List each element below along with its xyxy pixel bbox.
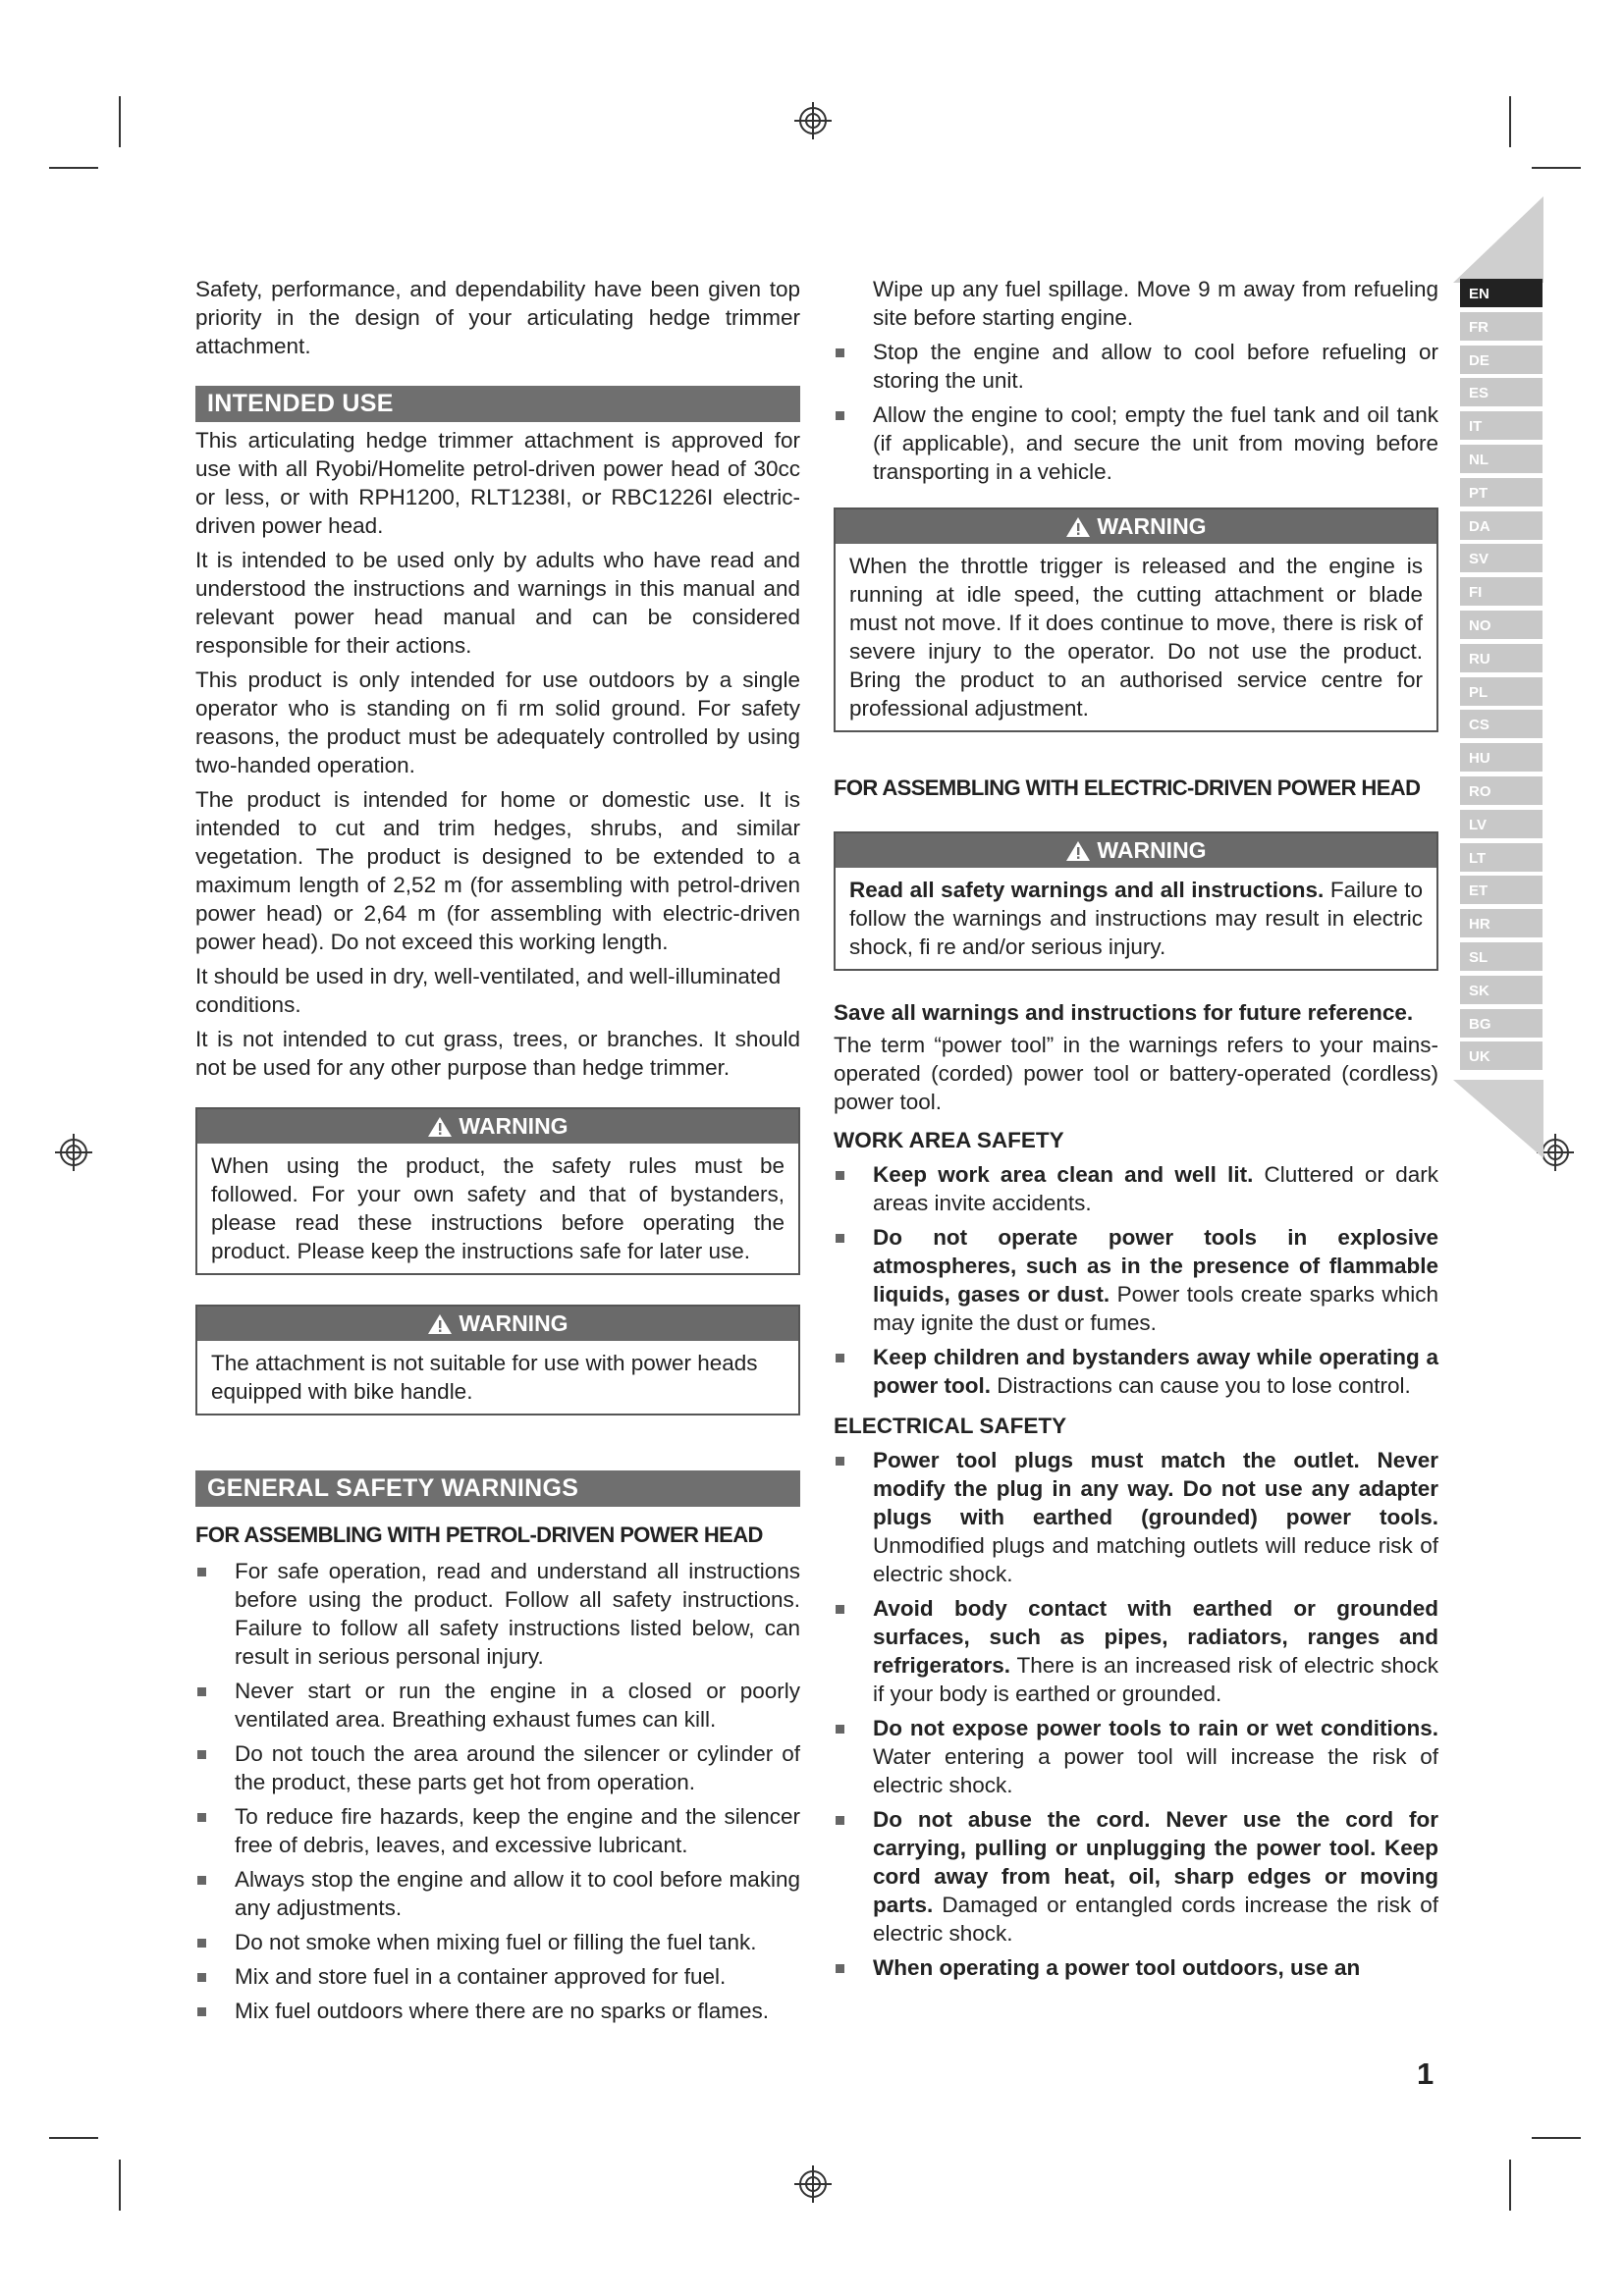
item-bold: Avoid body contact with earthed or grounded surfaces, such as pipes, radiators, ranges and refrigerators. [873,1596,1438,1678]
intended-use-heading: INTENDED USE [195,386,800,422]
list-item: Allow the engine to cool; empty the fuel tank and oil tank (if applicable), and secure the unit from moving before transporting in a vehicle. [834,400,1438,486]
crop-mark [49,2137,98,2139]
item-text: Distractions can cause you to lose control. [991,1373,1411,1398]
language-tab-cs[interactable]: CS [1460,710,1543,740]
crop-mark [119,96,121,147]
language-tab-de[interactable]: DE [1460,346,1543,376]
language-tab-it[interactable]: IT [1460,411,1543,442]
warning-header [836,833,1436,868]
list-item: Do not touch the area around the silencer or cylinder of the product, these parts get hot from operation. [195,1739,800,1796]
intended-use-paragraph: It is intended to be used only by adults who have read and understood the instructions and warnings in this manual and relevant power head manual and can be considered responsible for their actions. [195,548,800,658]
page-number: 1 [1417,2056,1435,2091]
item-text: Water entering a power tool will increase the risk of electric shock. [873,1744,1438,1797]
list-item: Stop the engine and allow to cool before refueling or storing the unit. [834,338,1438,395]
language-tab-fi[interactable]: FI [1460,577,1543,608]
item-text: Unmodified plugs and matching outlets will reduce risk of electric shock. [873,1533,1438,1586]
petrol-subheading: FOR ASSEMBLING WITH PETROL-DRIVEN POWER HEAD [195,1522,763,1547]
list-item [834,1953,1438,1982]
intro-paragraph: Safety, performance, and dependability have been given top priority in the design of your articulating hedge trimmer attachment. [195,277,800,358]
list-item: Mix fuel outdoors where there are no sparks or flames. [195,1997,800,2025]
work-area-heading: WORK AREA SAFETY [834,1128,1064,1152]
crop-mark [1532,2137,1581,2139]
warning-triangle-icon [1065,516,1091,538]
language-tab-fr[interactable]: FR [1460,312,1543,343]
warning-title: WARNING [459,1310,568,1336]
language-tab-pt[interactable]: PT [1460,478,1543,508]
general-safety-heading: GENERAL SAFETY WARNINGS [195,1470,800,1507]
continued-paragraph: Wipe up any fuel spillage. Move 9 m away from refueling site before starting engine. [873,277,1438,330]
item-text: Cluttered or dark areas invite accidents. [873,1162,1438,1215]
list-item: Mix and store fuel in a container approved for fuel. [195,1962,800,1991]
petrol-safety-list [195,1557,800,2025]
language-tab-en[interactable]: EN [1460,279,1543,309]
intended-use-paragraph: This product is only intended for use outdoors by a single operator who is standing on fi rm solid ground. For safety reasons, the product must be adequately controlled by using two-handed operation. [195,667,800,777]
item-bold: Do not operate power tools in explosive atmospheres, such as in the presence of flammable liquids, gases or dust. [873,1225,1438,1307]
list-item: Always stop the engine and allow it to cool before making any adjustments. [195,1865,800,1922]
language-tab-hr[interactable]: HR [1460,909,1543,939]
language-tab-sk[interactable]: SK [1460,976,1543,1006]
language-tab-lt[interactable]: LT [1460,843,1543,874]
item-text: Damaged or entangled cords increase the risk of electric shock. [873,1893,1438,1946]
warning-header [836,509,1436,544]
language-tab-hu[interactable]: HU [1460,743,1543,774]
crop-mark [119,2160,121,2211]
electrical-safety-heading: ELECTRICAL SAFETY [834,1414,1067,1438]
crop-mark [1509,96,1511,147]
warning-title: WARNING [459,1113,568,1139]
warning-triangle-icon [1065,840,1091,862]
list-item [834,1343,1438,1400]
right-column [834,275,1438,1988]
list-item: Never start or run the engine in a closed or poorly ventilated area. Breathing exhaust fumes can kill. [195,1677,800,1734]
list-item [834,1446,1438,1588]
intended-use-paragraph: This articulating hedge trimmer attachment is approved for use with all Ryobi/Homelite petrol-driven power head of 30cc or less, or with RPH1200, RLT1238I, or RBC1226I electric-driven power head. [195,428,800,538]
warning-text: The attachment is not suitable for use with power heads equipped with bike handle. [211,1351,758,1404]
list-item [834,1594,1438,1708]
warning-title: WARNING [1097,513,1207,539]
warning-box [834,507,1438,732]
warning-title: WARNING [1097,837,1207,863]
list-item [834,1805,1438,1948]
list-item [834,1223,1438,1337]
intended-use-paragraph: The product is intended for home or domestic use. It is intended to cut and trim hedges, shrubs, and similar vegetation. The product is designed to be extended to a maximum length of 2,52 m (for assembling with petrol-driven power head) or 2,64 m (for assembling with electric-driven power head). Do not exceed this working length. [195,787,800,954]
warning-box [834,831,1438,971]
intended-use-paragraph: It is not intended to cut grass, trees, or branches. It should not be used for any other purpose than hedge trimmer. [195,1027,800,1080]
language-tab-ro[interactable]: RO [1460,776,1543,807]
language-tab-da[interactable]: DA [1460,511,1543,542]
language-tab-lv[interactable]: LV [1460,810,1543,840]
item-text: There is an increased risk of electric shock if your body is earthed or grounded. [873,1653,1438,1706]
language-tab-no[interactable]: NO [1460,611,1543,641]
language-tab-bg[interactable]: BG [1460,1009,1543,1040]
warning-text: When the throttle trigger is released and the engine is running at idle speed, the cutting attachment or blade must not move. If it does continue to move, there is risk of severe injury to the operator. Do not use the product. Bring the product to an authorised service centre for professional adjustment. [849,554,1423,721]
language-tab-sv[interactable]: SV [1460,544,1543,574]
registration-mark-icon [55,1134,92,1171]
left-column [195,275,800,2031]
warning-header [197,1109,798,1144]
item-text: Power tools create sparks which may ignite the dust or fumes. [873,1282,1439,1335]
item-bold: Do not expose power tools to rain or wet conditions. [873,1716,1438,1740]
warning-text [836,868,1436,969]
item-bold: Do not abuse the cord. Never use the cord for carrying, pulling or unplugging the power tool. Keep cord away from heat, oil, sharp edges or moving parts. [873,1807,1438,1917]
language-tab-pl[interactable]: PL [1460,677,1543,708]
language-tab-ru[interactable]: RU [1460,644,1543,674]
language-tab-es[interactable]: ES [1460,378,1543,408]
language-tab-sl[interactable]: SL [1460,942,1543,973]
warning-box [195,1107,800,1275]
language-tab-nl[interactable]: NL [1460,445,1543,475]
crop-mark [49,167,98,169]
item-bold: Power tool plugs must match the outlet. Never modify the plug in any way. Do not use any adapter plugs with earthed (grounded) power tools. [873,1448,1438,1529]
list-item [834,1714,1438,1799]
warning-header [197,1307,798,1341]
save-instructions-line: Save all warnings and instructions for future reference. [834,1000,1414,1025]
list-item: To reduce fire hazards, keep the engine and the silencer free of debris, leaves, and excessive lubricant. [195,1802,800,1859]
electrical-safety-list [834,1446,1438,1982]
language-tab-et[interactable]: ET [1460,876,1543,906]
fuel-safety-list [834,338,1438,486]
list-item [834,1160,1438,1217]
intended-use-paragraph: It should be used in dry, well-ventilated, and well-illuminated conditions. [195,964,782,1017]
registration-mark-icon [794,102,832,139]
list-item: For safe operation, read and understand all instructions before using the product. Follow all safety instructions. Failure to follow all safety instructions listed below, can result in serious personal injury. [195,1557,800,1671]
warning-box [195,1305,800,1415]
warning-bold-text: Read all safety warnings and all instructions. [849,878,1325,902]
work-area-list [834,1160,1438,1400]
warning-text: When using the product, the safety rules must be followed. For your own safety and that of bystanders, please read these instructions before operating the product. Please keep the instructions safe for later use. [211,1153,785,1263]
warning-triangle-icon [427,1313,453,1335]
language-tab-uk[interactable]: UK [1460,1041,1543,1072]
item-bold: Keep work area clean and well lit. [873,1162,1254,1187]
item-bold: Keep children and bystanders away while operating a power tool. [873,1345,1438,1398]
warning-triangle-icon [427,1116,453,1138]
power-tool-definition: The term “power tool” in the warnings refers to your mains-operated (corded) power tool or battery-operated (cordless) power tool. [834,1033,1438,1114]
warning-plain-text: Failure to follow the warnings and instructions may result in electric shock, fi re and/or serious injury. [849,878,1423,959]
electric-subheading: FOR ASSEMBLING WITH ELECTRIC-DRIVEN POWER HEAD [834,775,1421,800]
list-item: Do not smoke when mixing fuel or filling the fuel tank. [195,1928,800,1956]
item-bold: When operating a power tool outdoors, use an [873,1955,1361,1980]
registration-mark-icon [794,2165,832,2203]
crop-mark [1509,2160,1511,2211]
crop-mark [1532,167,1581,169]
